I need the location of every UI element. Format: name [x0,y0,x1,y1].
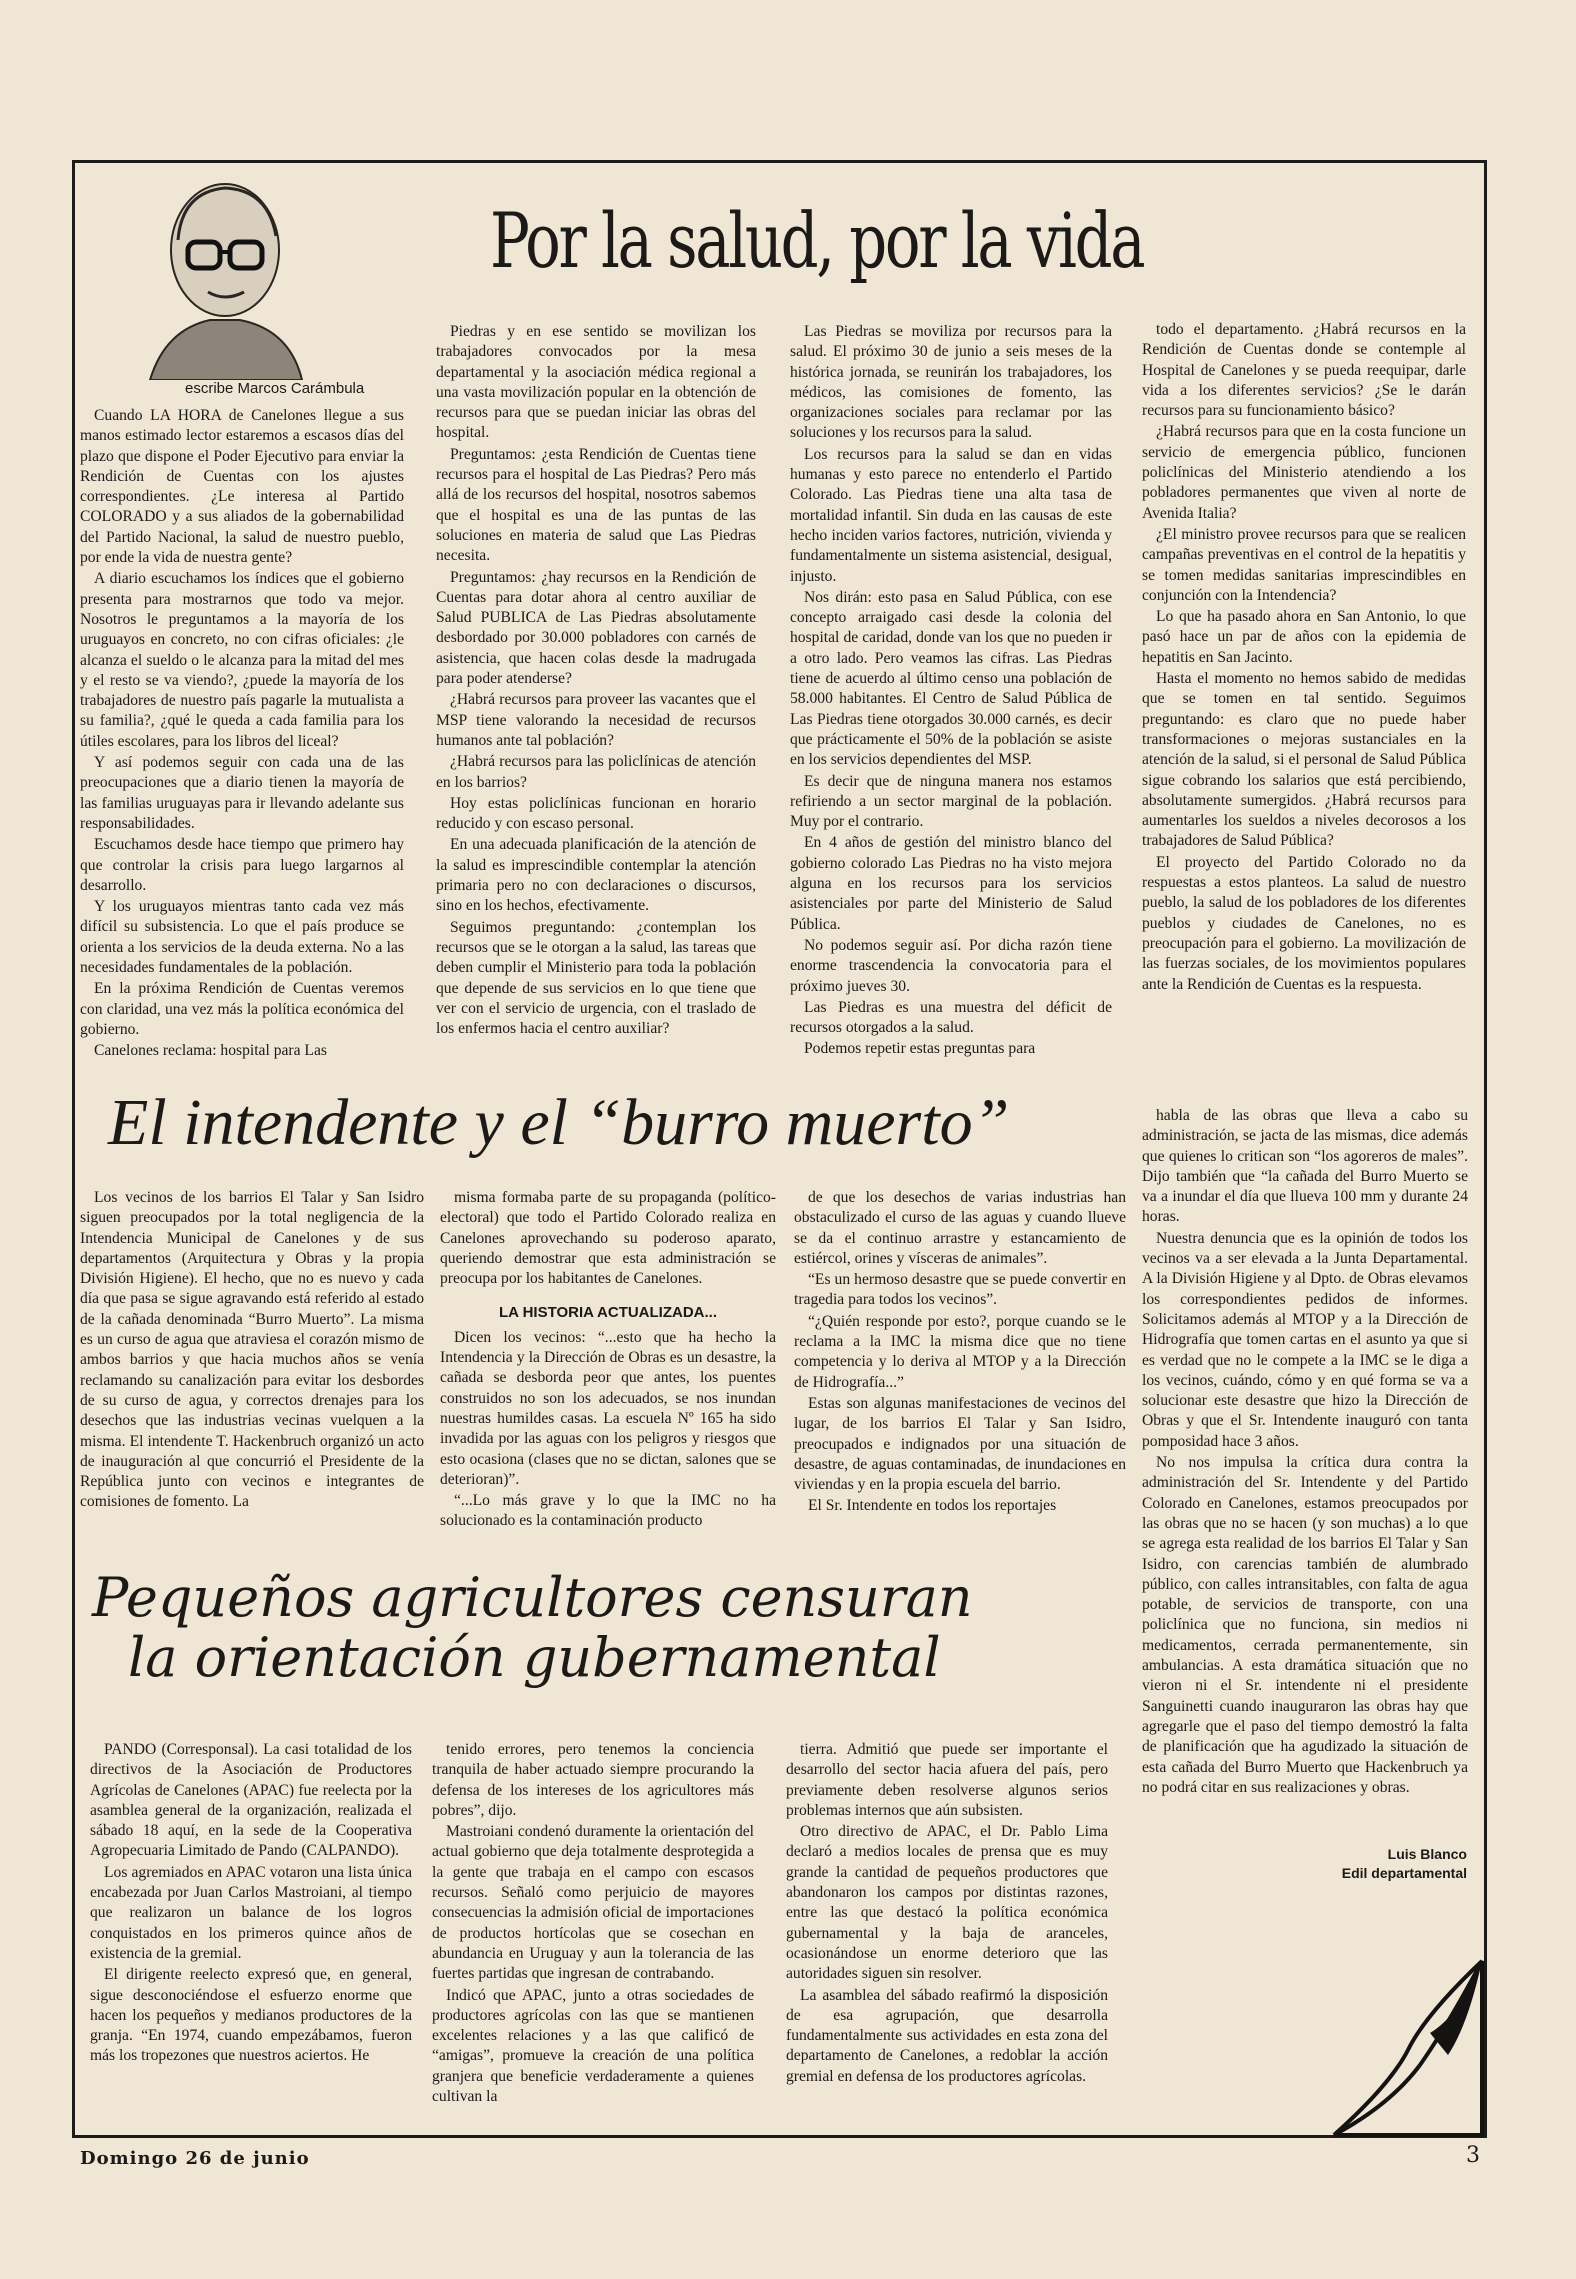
paragraph: habla de las obras que lleva a cabo su administración, se jacta de las mismas, dice además que quienes lo critican son “los agoreros de males”. Dijo también que “la cañada del Burro Muerto se va a inundar el día que llueva 100 mm y durante 24 horas. [1142,1107,1468,1226]
paragraph: Hoy estas policlínicas funcionan en horario reducido y con escaso personal. [436,794,756,833]
article-agricultores-column-3 [786,1740,1108,2110]
author-portrait [130,170,305,380]
paragraph: tenido errores, pero tenemos la conciencia tranquila de haber actuado siempre procurando la defensa de los intereses de los agricultores más pobres”, dijo. [432,1741,754,1819]
article-title-salud: Por la salud, por la vida [490,196,1144,285]
paragraph: Lo que ha pasado ahora en San Antonio, lo que pasó hace un par de años con la epidemia de hepatitis en San Jacinto. [1142,608,1466,666]
article-salud-column-2 [436,322,756,1072]
signature-name: Luis Blanco [1387,1846,1467,1862]
issue-date: Domingo 26 de junio [80,2148,310,2169]
paragraph: Nuestra denuncia que es la opinión de todos los vecinos va a ser elevada a la Junta Departamental. A la División Higiene y al Dpto. de Obras elevamos los correspondientes pedidos de informes. Solicitamos además al MTOP y a la Dirección de Hidrografía que tomen cartas en el asunto ya que si es verdad que no le compete a la IMC se le diga a los vecinos, cuándo, cómo y en qué forma se va a solucionar este desastre que hizo la Dirección de Obras y que el Sr. Intendente inauguró con tanta pomposidad hace 3 años. [1142,1229,1468,1450]
paragraph: En una adecuada planificación de la atención de la salud es imprescindible contemplar la atención primaria pero no con declaraciones o discursos, sino en los hechos, efectivamente. [436,836,756,915]
paragraph: Piedras y en ese sentido se movilizan los trabajadores convocados por la mesa departamental y la asociación médica regional a una vasta movilización popular en la obtención de recursos para que se puedan iniciar las obras del hospital. [436,323,756,442]
paragraph: Podemos repetir estas preguntas para [804,1040,1036,1058]
paragraph: Dicen los vecinos: “...esto que ha hecho la Intendencia y la Dirección de Obras es un desastre, la cañada se desborda peor que antes, los puentes construidos no son los adecuados, se nos inundan nuestras humildes casas. La escuela Nº 165 ha sido invadida por las aguas con los peligros y riesgos que esto ocasiona (clases que no se dictan, salones que se deterioran)”. [440,1328,776,1488]
signature [1145,1845,1467,1883]
article-burro-column-2 [440,1188,776,1546]
paragraph: Nos dirán: esto pasa en Salud Pública, con ese concepto arraigado casi desde la colonia del hospital de caridad, donde van los que no pueden ir a otro lado. Pero veamos las cifras. Las Piedras tiene de acuerdo al último censo una población de 58.000 habitantes. El Centro de Salud Pública de Las Piedras tiene otorgados 30.000 carnés, es decir que prácticamente el 50% de la población se asiste en los servicios dependientes del MSP. [790,588,1112,769]
paragraph: Las Piedras se moviliza por recursos para la salud. El próximo 30 de junio a seis meses de la histórica jornada, se reunirán los trabajadores, los médicos, las comisiones de fomento, las organizaciones sociales para reclamar por las soluciones y los recursos para la salud. [790,323,1112,442]
paragraph: Hasta el momento no hemos sabido de medidas que se tomen en tal sentido. Seguimos preguntando: es claro que no puede haber transformaciones o mejoras sustanciales en la atención de la salud, si el personal de Salud Pública sigue cobrando los salarios que está percibiendo, absolutamente sumergidos. ¿Habrá recursos para aumentarles los sueldos a niveles decorosos a los trabajadores de Salud Pública? [1142,670,1466,850]
paragraph: A diario escuchamos los índices que el gobierno presenta para mostrarnos que todo va mejor. Nosotros le preguntamos a la mayoría de los uruguayos en concreto, no con cifras oficiales: ¿le alcanza el sueldo o le alcanza para la mitad del mes y el resto se va viendo?, ¿puede la mayoría de los trabajadores de nuestro país pagarle la mutualista a su familia?, ¿qué le queda a cada familia para los útiles escolares, para los libros del liceal? [80,570,404,750]
paragraph: Estas son algunas manifestaciones de vecinos del lugar, de los barrios El Talar y San Isidro, preocupados e indignados por una situación de desastre, de aguas contaminadas, de inundaciones en viviendas y en la propia escuela del barrio. [794,1394,1126,1494]
paragraph: todo el departamento. ¿Habrá recursos en la Rendición de Cuentas donde se contemple al Hospital de Canelones y se pueda reequipar, darle vida a los diferentes servicios? ¿Se le darán recursos para su funcionamiento básico? [1142,321,1466,420]
paragraph: En 4 años de gestión del ministro blanco del gobierno colorado Las Piedras no ha visto mejora alguna en los recursos para los servicios asistenciales por parte del Ministerio de Salud Pública. [790,834,1112,933]
paragraph: Es decir que de ninguna manera nos estamos refiriendo a un sector marginal de la población. Muy por el contrario. [790,772,1112,831]
article-salud-column-4 [1142,320,1466,1072]
paragraph: “¿Quién responde por esto?, porque cuando se le reclama a la IMC la misma dice que no tiene competencia y lo deriva al MTOP y a la Dirección de Hidrografía...” [794,1312,1126,1391]
paragraph: Canelones reclama: hospital para Las [94,1042,327,1060]
article-title-agricultores [92,1568,973,1688]
paragraph: tierra. Admitió que puede ser importante el desarrollo del sector hacia afuera del país, pero previamente deben resolverse algunos serios problemas internos que aún subsisten. [786,1741,1108,1819]
paragraph: misma formaba parte de su propaganda (político-electoral) que todo el Partido Colorado realiza en Canelones aprovechando su poderoso aparato, queriendo demostrar que esta administración se preocupa por los habitantes de Canelones. [440,1189,776,1288]
paragraph: Seguimos preguntando: ¿contemplan los recursos que se le otorgan a la salud, las tareas que deben cumplir el Ministerio para toda la población que depende de sus servicios en lo que tiene que ver con el servicio de urgencia, con el traslado de los enfermos hacia el centro auxiliar? [436,918,756,1038]
signature-role: Edil departamental [1341,1865,1467,1881]
article-burro-column-1 [80,1188,424,1546]
paragraph: El dirigente reelecto expresó que, en general, sigue desconociéndose el esfuerzo enorme que hacen los pequeños y medianos productores de la granja. “En 1974, cuando empezábamos, fueron más los tropezones que nuestros aciertos. He [90,1966,412,2065]
paragraph: ¿El ministro provee recursos para que se realicen campañas preventivas en el control de la hepatitis y se tomen medidas sanitarias imprescindibles en conjunción con la Intendencia? [1142,525,1466,604]
paragraph: No podemos seguir así. Por dicha razón tiene enorme trascendencia la convocatoria para el próximo jueves 30. [790,936,1112,995]
paragraph: Otro directivo de APAC, el Dr. Pablo Lima declaró a medios locales de prensa que es muy grande la cantidad de pequeños productores que abandonaron los campos por distintas razones, entre las que destacó la política económica gubernamental y la baja de aranceles, ocasionándose un enorme deterioro que las autoridades siguen sin resolver. [786,1823,1108,1983]
paragraph: de que los desechos de varias industrias han obstaculizado el curso de las aguas y cuando llueve se da el continuo arrastre y estancamiento de estiércol, orines y vísceras de animales”. [794,1189,1126,1267]
paragraph: “...Lo más grave y lo que la IMC no ha solucionado es la contaminación producto [440,1492,776,1530]
paragraph: El proyecto del Partido Colorado no da respuestas a estos planteos. La salud de nuestro pueblo, la salud de los pobladores de los diferentes pueblos y ciudades de Canelones, no es preocupación para el gobierno. La movilización de las fuerzas sociales, de los movimientos populares ante la Rendición de Cuentas es la respuesta. [1142,853,1466,993]
paragraph: Preguntamos: ¿hay recursos en la Rendición de Cuentas para dotar ahora al centro auxiliar de Salud PUBLICA de Las Piedras absolutamente desbordado por 30.000 pobladores con carnés de asistencia, que hacen colas desde la madrugada para poder atenderse? [436,568,756,688]
title-line-2: la orientación gubernamental [128,1626,941,1689]
author-byline: escribe Marcos Carámbula [185,380,365,397]
section-subhead: LA HISTORIA ACTUALIZADA... [498,1304,718,1322]
article-burro-column-4 [1142,1106,1468,1838]
paragraph: La asamblea del sábado reafirmó la disposición de esa agrupación, que desarrolla fundamentalmente sus actividades en esta zona del departamento de Canelones, a redoblar la acción gremial en defensa de los productores agrícolas. [786,1986,1108,2085]
article-salud-column-1 [80,406,404,1071]
paragraph: ¿Habrá recursos para las policlínicas de atención en los barrios? [436,753,756,791]
paragraph: PANDO (Corresponsal). La casi totalidad de los directivos de la Asociación de Productores Agrícolas de Canelones (APAC) fue reelecta por la asamblea general de la organización, realizada el sábado 18 aquí, en la sede de la Cooperativa Agropecuaria Limitado de Pando (CALPANDO). [90,1741,412,1860]
article-salud-column-3 [790,322,1112,1072]
paragraph: Las Piedras es una muestra del déficit de recursos otorgados a la salud. [790,998,1112,1037]
paragraph: Y así podemos seguir con cada una de las preocupaciones que a diario tienen la mayoría de las familias uruguayas para ir llevando adelante sus responsabilidades. [80,754,404,832]
paragraph: En la próxima Rendición de Cuentas veremos con claridad, una vez más la política económica del gobierno. [80,980,404,1038]
paragraph: No nos impulsa la crítica dura contra la administración del Sr. Intendente y del Partido Colorado en Canelones, estamos preocupados por las obras que no se hacen (y son muchas) a lo que se agrega esta realidad de los barrios El Talar y San Isidro, con carencias también de alumbrado público, con calles intransitables, con falta de agua potable, de servicios de transporte, con una policlínica que no funciona, sin medios ni medicamentos, cerrada permanentemente, sin ambulancias. A esta dramática situación que no vieron ni el Sr. intendente ni el presidente Sanguinetti cuando inauguraron las obras hay que agregarle que el paso del tiempo demostró la falta de planificación que ha agudizado la situación de esta cañada del Burro Muerto que Hackenbruch ya no podrá citar en sus realizaciones y obras. [1142,1454,1468,1796]
article-burro-column-3 [794,1188,1126,1546]
paragraph: Mastroiani condenó duramente la orientación del actual gobierno que deja totalmente desprotegida a la gente que trabaja en el campo con escasos recursos. Señaló como perjuicio de mayores consecuencias la admisión oficial de importaciones de productos hortícolas que se cosechan en abundancia en Uruguay y aun la tolerancia de las fuertes partidas que ingresan de contrabando. [432,1823,754,1983]
paragraph: Los recursos para la salud se dan en vidas humanas y esto parece no entenderlo el Partido Colorado. Las Piedras tiene una alta tasa de mortalidad infantil. Sin duda en las causas de este hecho inciden varios factores, nutrición, vivienda y fundamentalmente un sistema asistencial, desigual, injusto. [790,445,1112,585]
paragraph: ¿Habrá recursos para proveer las vacantes que el MSP tiene valorando la necesidad de recursos humanos ante tal población? [436,691,756,749]
paragraph: El Sr. Intendente en todos los reportajes [808,1497,1057,1515]
paragraph: Los vecinos de los barrios El Talar y San Isidro siguen preocupados por la total negligencia de la Intendencia Municipal de Canelones y de sus departamentos (Arquitectura y Obras y la propia División Higiene). El hecho, que no es nuevo y cada día que pasa se sigue agravando está referido al estado de la cañada denominada “Burro Muerto”. La misma es un curso de agua que atraviesa el corazón mismo de ambos barrios y que hacia muchos años se venía reclamando su canalización para evitar los desbordes de su curso de agua, y correctos drenajes para los desechos que las industrias vecinas vuelquen a la misma. El intendente T. Hackenbruch organizó un acto de inauguración al que concurrió el Presidente de la República junto con vecinos e integrantes de comisiones de fomento. La [80,1189,424,1511]
paragraph: Los agremiados en APAC votaron una lista única encabezada por Juan Carlos Mastroiani, al tiempo que realizaron un balance de los logros conquistados en los primeros quince años de existencia de la gremial. [90,1863,412,1962]
paragraph: Escuchamos desde hace tiempo que primero hay que controlar la crisis para luego largarnos al desarrollo. [80,836,404,894]
page-number: 3 [1466,2143,1480,2168]
article-agricultores-column-1 [90,1740,412,2110]
article-title-burro-muerto: El intendente y el “burro muerto” [108,1086,1010,1159]
paragraph: Y los uruguayos mientras tanto cada vez más difícil su subsistencia. Lo que el país produce se orienta a los servicios de la deuda externa. No a las necesidades fundamentales de la población. [80,898,404,977]
title-line-1: Pequeños agricultores censuran [92,1566,973,1629]
paragraph: ¿Habrá recursos para que en la costa funcione un servicio de emergencia público, funcionen policlínicas del Ministerio atendiendo a los pobladores permanentes que viven al norte de Avenida Italia? [1142,423,1466,522]
paragraph: Cuando LA HORA de Canelones llegue a sus manos estimado lector estaremos a escasos días del plazo que dispone el Poder Ejecutivo para enviar la Rendición de Cuentas con los ajustes correspondientes. ¿Le interesa al Partido COLORADO y a sus aliados de la gobernabilidad del Partido Nacional, la salud de nuestro pueblo, por ende la vida de nuestra gente? [80,407,404,567]
article-agricultores-column-2 [432,1740,754,2110]
paragraph: Preguntamos: ¿esta Rendición de Cuentas tiene recursos para el hospital de Las Piedras? Pero más allá de los recursos del hospital, nosotros sabemos que el hospital es una de las puntas de las soluciones en materia de salud que Las Piedras necesita. [436,445,756,565]
paragraph: “Es un hermoso desastre que se puede convertir en tragedia para todos los vecinos”. [794,1271,1126,1309]
paragraph: Indicó que APAC, junto a otras sociedades de productores agrícolas con las que se mantienen excelentes relaciones y a las que calificó de “amigas”, promueve la creación de una política granjera que beneficie verdaderamente a quienes cultivan la [432,1986,754,2106]
page-curl-ornament [1330,1955,1490,2140]
